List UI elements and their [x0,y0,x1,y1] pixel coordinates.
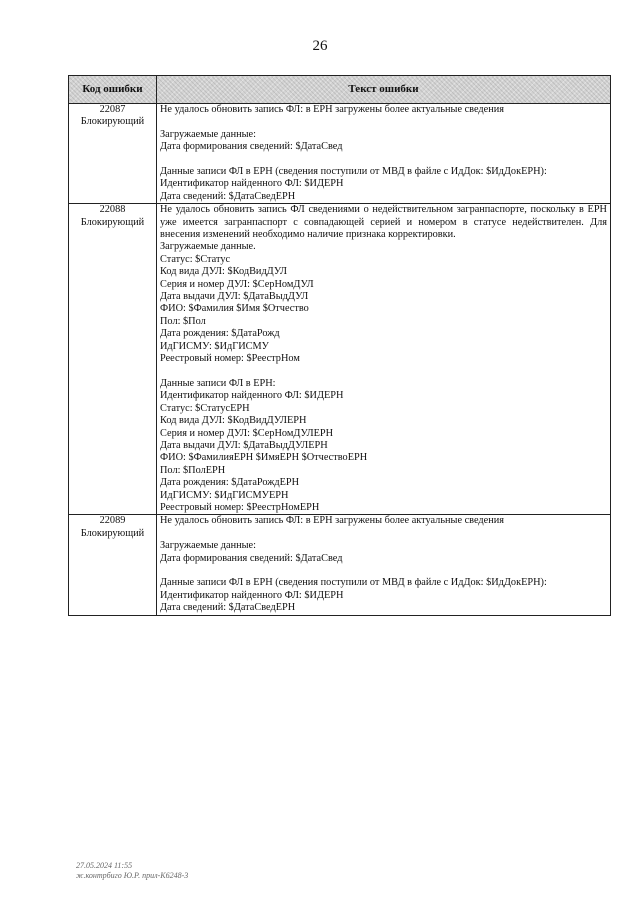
error-text-line: Дата выдачи ДУЛ: $ДатаВыдДУЛ [160,291,309,303]
error-text-cell [157,515,611,615]
header-error-code: Код ошибки [69,76,157,104]
error-text-line: Серия и номер ДУЛ: $СерНомДУЛЕРН [160,427,334,439]
error-code: 22088 [99,204,126,216]
error-text-cell [157,204,611,515]
footer-document-ref: ж.контрбиго Ю.Р. прил-К6248-3 [76,871,189,880]
error-code: 22089 [99,515,126,527]
error-text-line: Данные записи ФЛ в ЕРН (сведения поступили от МВД в файле с ИдДок: $ИдДокЕРН): [160,166,547,177]
error-code: 22087 [99,104,126,115]
error-text-line: Дата сведений: $ДатаСведЕРН [160,190,296,202]
error-text-line: Реестровый номер: $РеестрНом [160,353,300,365]
error-text-line: Загружаемые данные: [160,128,256,140]
error-text-line: Данные записи ФЛ в ЕРН (сведения поступили от МВД в файле с ИдДок: $ИдДокЕРН): [160,577,547,589]
error-codes-table [68,75,611,616]
table-body [69,104,611,616]
error-text-line: Идентификатор найденного ФЛ: $ИДЕРН [160,589,344,601]
error-text-line: Не удалось обновить запись ФЛ: в ЕРН загружены более актуальные сведения [160,104,504,115]
error-text-cell [157,104,611,204]
error-text-line [160,565,607,577]
error-type: Блокирующий [80,116,145,128]
error-text-line: Дата рождения: $ДатаРожд [160,328,280,340]
error-text-line: Данные записи ФЛ в ЕРН: [160,377,276,389]
error-text-line [160,366,607,378]
error-type: Блокирующий [80,527,145,539]
error-text-line: Пол: $ПолЕРН [160,464,226,476]
error-text-line [160,116,607,128]
error-text-line: Статус: $СтатусЕРН [160,402,250,414]
error-text-line: Дата выдачи ДУЛ: $ДатаВыдДУЛЕРН [160,439,328,451]
error-text-line: Код вида ДУЛ: $КодВидДУЛЕРН [160,415,307,427]
error-text-line: Дата формирования сведений: $ДатаСвед [160,141,343,153]
error-code-cell [69,204,157,515]
error-text-line: Загружаемые данные. [160,241,256,253]
error-text-line: Идентификатор найденного ФЛ: $ИДЕРН [160,390,344,402]
error-text-line: Загружаемые данные: [160,540,256,552]
error-text-line: Не удалось обновить запись ФЛ: в ЕРН загружены более актуальные сведения [160,515,504,527]
table-row [69,104,611,204]
error-text-line [160,154,607,166]
error-text-line: Дата формирования сведений: $ДатаСвед [160,552,343,564]
table-row [69,204,611,515]
error-type: Блокирующий [80,216,145,228]
table-row [69,515,611,615]
footer-timestamp: 27.05.2024 11:55 [76,861,133,870]
error-text-line: Дата сведений: $ДатаСведЕРН [160,602,296,614]
error-description: Не удалось обновить запись ФЛ сведениями о недействительном загранпаспорте, поскольку в ЕРН уже имеется загранпаспорт с совпадающей серией и номером в статусе недействителен. Для внесения изменений необходимо наличие признака корректировки. [160,204,607,241]
error-text-line: Реестровый номер: $РеестрНомЕРН [160,501,320,513]
error-text-line: Пол: $Пол [160,315,206,327]
error-text-line: Идентификатор найденного ФЛ: $ИДЕРН [160,178,344,190]
error-code-cell [69,104,157,204]
error-text-line: ФИО: $Фамилия $Имя $Отчество [160,303,309,315]
error-text-line: Дата рождения: $ДатаРождЕРН [160,477,300,489]
header-error-text: Текст ошибки [157,76,611,104]
error-code-cell [69,515,157,615]
error-text-line: ФИО: $ФамилияЕРН $ИмяЕРН $ОтчествоЕРН [160,452,368,464]
error-text-line [160,528,607,540]
error-text-line: ИдГИСМУ: $ИдГИСМУ [160,340,269,352]
error-text-line: Код вида ДУЛ: $КодВидДУЛ [160,266,287,278]
error-text-line: Серия и номер ДУЛ: $СерНомДУЛ [160,278,314,290]
error-text-line: ИдГИСМУ: $ИдГИСМУЕРН [160,489,289,501]
page-number: 26 [312,38,328,54]
error-text-line: Статус: $Статус [160,253,231,265]
table-header-row [69,76,611,104]
footer-stamp [76,861,188,881]
